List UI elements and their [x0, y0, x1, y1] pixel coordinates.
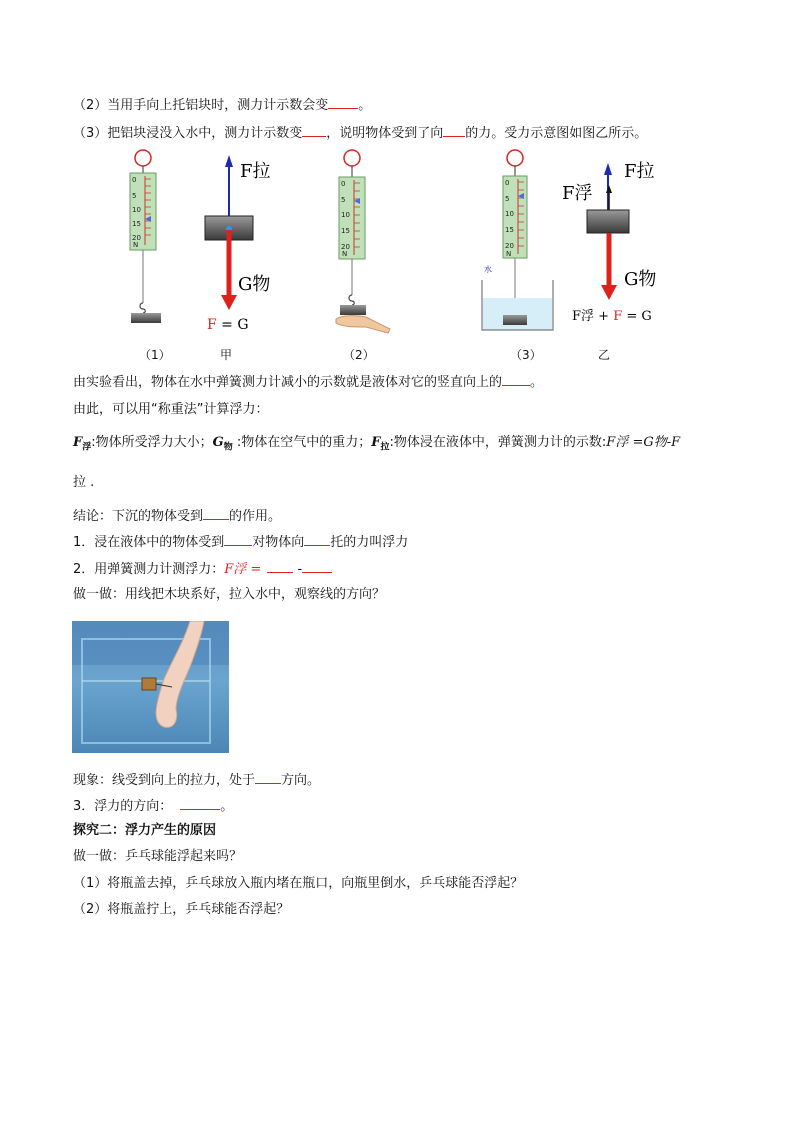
- tick-label: 0: [341, 180, 346, 188]
- label-f-fu: F浮: [562, 183, 593, 204]
- tick-label: 15: [505, 226, 514, 234]
- scale-ring: [507, 150, 523, 166]
- hook-icon: [140, 303, 145, 313]
- paragraph-method: 由此，可以用“称重法”计算浮力：: [73, 402, 269, 417]
- hook-icon: [349, 295, 354, 305]
- tick-label: 5: [341, 196, 346, 204]
- photo-wood-block-in-water: [72, 621, 229, 753]
- tick-label: 5: [132, 192, 137, 200]
- equation-yi: F浮 + F = G: [572, 309, 652, 324]
- tick-label: 15: [341, 227, 350, 235]
- label-g-wu: G物: [624, 269, 657, 290]
- section-heading: 探究二：浮力产生的原因: [73, 823, 217, 838]
- arrow-up-icon: [606, 185, 612, 193]
- answer-blank[interactable]: [302, 123, 326, 137]
- water: [483, 298, 552, 330]
- force-diagram-jia: [205, 155, 271, 333]
- activity-prompt: 做一做：用线把木块系好，拉入水中，观察线的方向？: [73, 587, 386, 602]
- answer-blank[interactable]: [255, 770, 281, 784]
- paragraph-conclusion: 结论：下沉的物体受到 的作用。: [73, 506, 281, 526]
- answer-blank[interactable]: [224, 532, 252, 546]
- hand-icon: [336, 316, 390, 333]
- tick-label: 15: [132, 220, 141, 228]
- tick-label: 20: [505, 242, 514, 250]
- spring-scale-2: [336, 150, 390, 333]
- item-3: 3．浮力的方向： 。: [73, 796, 233, 816]
- answer-blank[interactable]: [302, 559, 332, 573]
- tick-label: 20: [341, 243, 350, 251]
- tick-label: 20: [132, 234, 141, 242]
- equation-jia: F = G: [207, 317, 249, 333]
- answer-blank[interactable]: [304, 532, 330, 546]
- paragraph-observation: 由实验看出，物体在水中弹簧测力计减小的示数就是液体对它的竖直向上的 。: [73, 372, 543, 392]
- aluminum-block: [131, 313, 161, 323]
- label-g-wu: G物: [238, 274, 271, 295]
- aluminum-block: [503, 315, 527, 325]
- tick-label: 10: [505, 210, 514, 218]
- tick-label: N: [506, 250, 512, 258]
- question-bottle-1: （1）将瓶盖去掉，乒乓球放入瓶内堵在瓶口，向瓶里倒水，乒乓球能否浮起？: [73, 876, 524, 891]
- phenomenon: 现象：线受到向上的拉力，处于 方向。: [73, 770, 320, 790]
- spring-scale-figure: [0, 145, 794, 365]
- item-2: 2．用弹簧测力计测浮力：F浮 = -: [73, 559, 332, 579]
- question-bottle-2: （2）将瓶盖拧上，乒乓球能否浮起？: [73, 902, 290, 917]
- scale-ring: [344, 150, 360, 166]
- force-diagram-yi: [562, 161, 656, 324]
- caption-jia: 甲: [220, 348, 233, 362]
- spring-scale-1: [130, 150, 161, 323]
- answer-blank[interactable]: [502, 372, 530, 386]
- tick-label: 10: [341, 211, 350, 219]
- paragraph-definitions: $F_浮$:物体所受浮力大小；$G_物$ :物体在空气中的重力；$F_拉$:物体浸在液体中，弹簧测力计的示数:F浮 =G物-F: [73, 435, 681, 453]
- wooden-block: [142, 678, 156, 690]
- question-3: （3）把铝块浸没入水中，测力计示数变 ，说明物体受到了向 的力。受力示意图如图乙所示。: [73, 123, 647, 143]
- aluminum-block: [340, 305, 366, 315]
- answer-blank[interactable]: [267, 559, 293, 573]
- tick-label: 0: [505, 179, 510, 187]
- answer-blank[interactable]: [328, 95, 358, 109]
- water-label: 水: [484, 265, 492, 274]
- tick-label: 5: [505, 195, 510, 203]
- paragraph-definitions-tail: 拉 .: [73, 475, 95, 490]
- tick-label: N: [342, 250, 348, 258]
- label-f-la: F拉: [624, 161, 655, 182]
- tick-label: N: [133, 241, 139, 249]
- caption-2: （2）: [343, 348, 375, 362]
- block: [587, 210, 629, 233]
- tick-label: 10: [132, 206, 141, 214]
- tick-label: 0: [132, 176, 137, 184]
- caption-yi: 乙: [598, 348, 611, 362]
- answer-blank[interactable]: [443, 123, 465, 137]
- arrow-up-icon: [604, 163, 612, 175]
- answer-blank[interactable]: [180, 796, 220, 810]
- caption-1: （1）: [139, 348, 171, 362]
- arrow-down-icon: [601, 285, 617, 300]
- caption-3: （3）: [510, 348, 542, 362]
- arrow-up-icon: [225, 155, 233, 167]
- arrow-down-icon: [221, 295, 237, 310]
- spring-scale-3: [482, 150, 553, 330]
- label-f-la: F拉: [240, 161, 271, 182]
- item-1: 1．浸在液体中的物体受到 对物体向 托的力叫浮力: [73, 532, 408, 552]
- scale-ring: [135, 150, 151, 166]
- question-2: （2）当用手向上托铝块时，测力计示数会变 。: [73, 95, 371, 115]
- answer-blank[interactable]: [203, 506, 229, 520]
- activity-prompt-2: 做一做：乒乓球能浮起来吗？: [73, 849, 243, 864]
